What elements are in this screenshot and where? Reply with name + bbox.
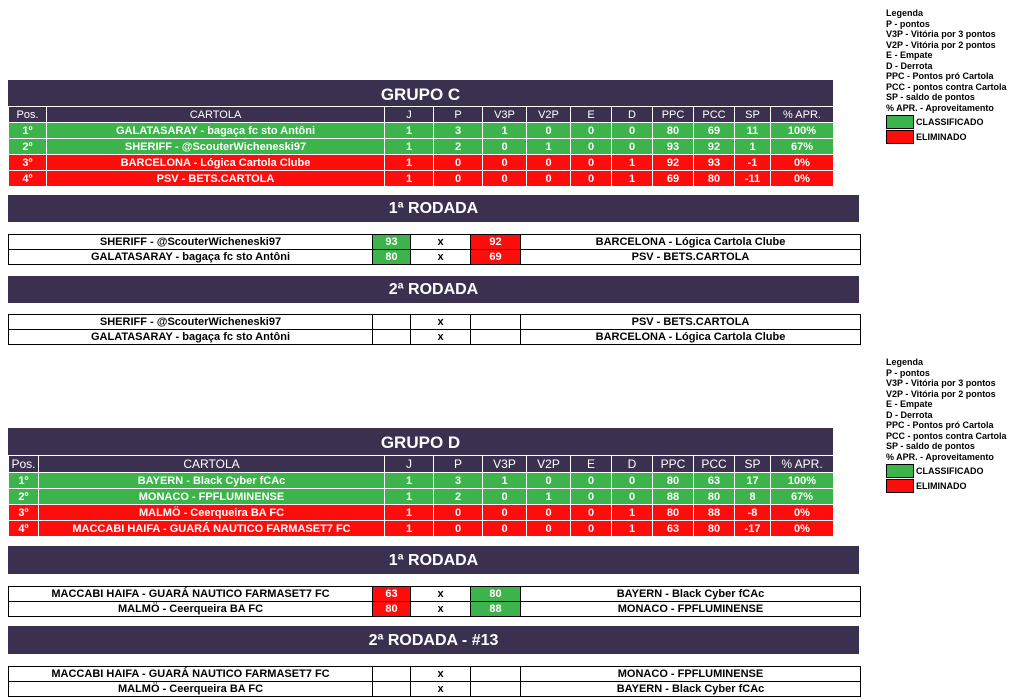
home-team: SHERIFF - @ScouterWicheneski97 <box>9 315 373 330</box>
group-d-round2-matches <box>8 666 861 697</box>
legend-item: E - Empate <box>886 399 933 409</box>
cell-team: BARCELONA - Lógica Cartola Clube <box>47 155 385 171</box>
cell-v2p: 1 <box>527 489 571 505</box>
cell-ppc: 88 <box>653 489 694 505</box>
cell-e: 0 <box>571 473 612 489</box>
table-row <box>9 139 834 155</box>
away-team: MONACO - FPFLUMINENSE <box>521 667 861 682</box>
cell-sp: 17 <box>735 473 771 489</box>
table-header <box>9 456 834 473</box>
cell-sp: 11 <box>735 123 771 139</box>
cell-pcc: 63 <box>694 473 735 489</box>
legend-classificado <box>886 115 1007 129</box>
home-score: 93 <box>373 235 411 250</box>
cell-e: 0 <box>571 505 612 521</box>
cell-team: PSV - BETS.CARTOLA <box>47 171 385 187</box>
cell-v3p: 1 <box>483 473 527 489</box>
versus-mark: x <box>411 235 471 250</box>
cell-d: 1 <box>612 155 653 171</box>
table-row <box>9 155 834 171</box>
legend-eliminado-label: ELIMINADO <box>916 480 967 491</box>
header-d: D <box>612 107 653 123</box>
home-score <box>373 682 411 697</box>
cell-team: GALATASARAY - bagaça fc sto Antôni <box>47 123 385 139</box>
home-score: 80 <box>373 602 411 617</box>
home-team: MACCABI HAIFA - GUARÁ NAUTICO FARMASET7 FC <box>9 587 373 602</box>
cell-j: 1 <box>385 123 434 139</box>
cell-pos: 2º <box>9 489 39 505</box>
cell-p: 3 <box>434 123 483 139</box>
versus-mark: x <box>411 682 471 697</box>
group-c-round2-title: 2ª RODADA <box>8 276 859 303</box>
away-team: BAYERN - Black Cyber fCAc <box>521 587 861 602</box>
legend-eliminado <box>886 130 1007 144</box>
match-row <box>9 587 861 602</box>
cell-v2p: 0 <box>527 521 571 537</box>
away-score <box>471 682 521 697</box>
cell-j: 1 <box>385 139 434 155</box>
cell-v3p: 0 <box>483 155 527 171</box>
cell-d: 1 <box>612 505 653 521</box>
cell-pcc: 80 <box>694 489 735 505</box>
cell-v3p: 0 <box>483 505 527 521</box>
cell-apr: 0% <box>771 505 834 521</box>
cell-v2p: 0 <box>527 155 571 171</box>
cell-sp: 8 <box>735 489 771 505</box>
cell-ppc: 92 <box>653 155 694 171</box>
legend-title: Legenda <box>886 8 924 18</box>
cell-ppc: 63 <box>653 521 694 537</box>
away-team: BAYERN - Black Cyber fCAc <box>521 682 861 697</box>
table-row <box>9 505 834 521</box>
header-v2p: V2P <box>527 456 571 473</box>
cell-apr: 0% <box>771 521 834 537</box>
away-team: PSV - BETS.CARTOLA <box>521 250 861 265</box>
versus-mark: x <box>411 250 471 265</box>
legend-classificado-label: CLASSIFICADO <box>916 465 984 476</box>
versus-mark: x <box>411 667 471 682</box>
header-pcc: PCC <box>694 456 735 473</box>
header-cartola: CARTOLA <box>39 456 385 473</box>
header-e: E <box>571 456 612 473</box>
legend-item: PPC - Pontos pró Cartola <box>886 71 994 81</box>
cell-j: 1 <box>385 505 434 521</box>
cell-apr: 0% <box>771 155 834 171</box>
cell-j: 1 <box>385 473 434 489</box>
group-d-title: GRUPO D <box>8 428 833 455</box>
match-row <box>9 682 861 697</box>
legend-item: E - Empate <box>886 50 933 60</box>
away-score <box>471 667 521 682</box>
cell-pos: 4º <box>9 171 47 187</box>
table-row <box>9 473 834 489</box>
cell-v3p: 1 <box>483 123 527 139</box>
header-j: J <box>385 456 434 473</box>
legend-item: V3P - Vitória por 3 pontos <box>886 29 996 39</box>
cell-p: 2 <box>434 489 483 505</box>
legend-item: P - pontos <box>886 18 930 29</box>
cell-v3p: 0 <box>483 489 527 505</box>
header-j: J <box>385 107 434 123</box>
cell-e: 0 <box>571 171 612 187</box>
table-row <box>9 489 834 505</box>
legend-item: % APR. - Aproveitamento <box>886 451 994 462</box>
group-d-round2-title: 2ª RODADA - #13 <box>8 626 859 654</box>
group-c-standings <box>8 106 834 187</box>
group-d-standings <box>8 455 834 537</box>
cell-p: 3 <box>434 473 483 489</box>
match-row <box>9 667 861 682</box>
cell-e: 0 <box>571 155 612 171</box>
legend-item: V2P - Vitória por 2 pontos <box>886 39 996 50</box>
home-team: MACCABI HAIFA - GUARÁ NAUTICO FARMASET7 FC <box>9 667 373 682</box>
cell-sp: -1 <box>735 155 771 171</box>
away-team: PSV - BETS.CARTOLA <box>521 315 861 330</box>
header-p: P <box>434 456 483 473</box>
cell-ppc: 80 <box>653 473 694 489</box>
versus-mark: x <box>411 315 471 330</box>
cell-pcc: 69 <box>694 123 735 139</box>
cell-v2p: 0 <box>527 123 571 139</box>
cell-v3p: 0 <box>483 139 527 155</box>
cell-pcc: 88 <box>694 505 735 521</box>
legend-item: D - Derrota <box>886 409 933 420</box>
match-row <box>9 235 861 250</box>
cell-team: MALMÖ - Ceerqueira BA FC <box>39 505 385 521</box>
cell-apr: 100% <box>771 123 834 139</box>
home-team: MALMÖ - Ceerqueira BA FC <box>9 602 373 617</box>
cell-team: MACCABI HAIFA - GUARÁ NAUTICO FARMASET7 FC <box>39 521 385 537</box>
home-score <box>373 315 411 330</box>
header-p: P <box>434 107 483 123</box>
cell-pcc: 92 <box>694 139 735 155</box>
table-header <box>9 107 834 123</box>
header-sp: SP <box>735 456 771 473</box>
cell-v2p: 0 <box>527 505 571 521</box>
versus-mark: x <box>411 587 471 602</box>
cell-d: 1 <box>612 171 653 187</box>
match-row <box>9 315 861 330</box>
cell-v2p: 1 <box>527 139 571 155</box>
cell-pos: 4º <box>9 521 39 537</box>
cell-team: BAYERN - Black Cyber fCAc <box>39 473 385 489</box>
cell-j: 1 <box>385 521 434 537</box>
versus-mark: x <box>411 330 471 345</box>
away-team: BARCELONA - Lógica Cartola Clube <box>521 235 861 250</box>
match-row <box>9 602 861 617</box>
group-c-round1-title: 1ª RODADA <box>8 195 859 222</box>
away-score: 80 <box>471 587 521 602</box>
group-c-round2-matches <box>8 314 861 345</box>
cell-pcc: 80 <box>694 171 735 187</box>
cell-v2p: 0 <box>527 473 571 489</box>
green-swatch <box>886 115 914 129</box>
cell-ppc: 80 <box>653 505 694 521</box>
group-d-round1-matches <box>8 586 861 617</box>
legend-panel <box>886 8 1007 144</box>
home-team: MALMÖ - Ceerqueira BA FC <box>9 682 373 697</box>
cell-p: 2 <box>434 139 483 155</box>
legend-item: P - pontos <box>886 367 930 378</box>
header-ppc: PPC <box>653 107 694 123</box>
header-v2p: V2P <box>527 107 571 123</box>
header-ppc: PPC <box>653 456 694 473</box>
header-v3p: V3P <box>483 456 527 473</box>
versus-mark: x <box>411 602 471 617</box>
home-team: GALATASARAY - bagaça fc sto Antôni <box>9 250 373 265</box>
cell-d: 0 <box>612 139 653 155</box>
cell-v3p: 0 <box>483 171 527 187</box>
header-pos: Pos. <box>9 107 47 123</box>
cell-apr: 0% <box>771 171 834 187</box>
cell-pos: 3º <box>9 155 47 171</box>
header-cartola: CARTOLA <box>47 107 385 123</box>
table-row <box>9 521 834 537</box>
group-c-round1-matches <box>8 234 861 265</box>
cell-pos: 1º <box>9 123 47 139</box>
header-sp: SP <box>735 107 771 123</box>
cell-d: 0 <box>612 489 653 505</box>
cell-p: 0 <box>434 521 483 537</box>
cell-d: 0 <box>612 473 653 489</box>
cell-pcc: 80 <box>694 521 735 537</box>
cell-pcc: 93 <box>694 155 735 171</box>
cell-apr: 67% <box>771 139 834 155</box>
table-row <box>9 123 834 139</box>
cell-apr: 67% <box>771 489 834 505</box>
cell-j: 1 <box>385 489 434 505</box>
header-pcc: PCC <box>694 107 735 123</box>
cell-apr: 100% <box>771 473 834 489</box>
legend-item: PCC - pontos contra Cartola <box>886 81 1007 92</box>
legend-classificado-label: CLASSIFICADO <box>916 116 984 127</box>
legend-item: D - Derrota <box>886 60 933 71</box>
away-score <box>471 330 521 345</box>
header-pos: Pos. <box>9 456 39 473</box>
cell-sp: 1 <box>735 139 771 155</box>
cell-ppc: 80 <box>653 123 694 139</box>
red-swatch <box>886 130 914 144</box>
cell-ppc: 93 <box>653 139 694 155</box>
cell-v2p: 0 <box>527 171 571 187</box>
cell-e: 0 <box>571 521 612 537</box>
legend-classificado <box>886 464 1007 478</box>
away-score: 92 <box>471 235 521 250</box>
legend-panel-2 <box>886 357 1007 493</box>
cell-sp: -17 <box>735 521 771 537</box>
legend-title: Legenda <box>886 357 924 367</box>
home-score <box>373 330 411 345</box>
cell-sp: -8 <box>735 505 771 521</box>
home-team: SHERIFF - @ScouterWicheneski97 <box>9 235 373 250</box>
cell-p: 0 <box>434 171 483 187</box>
green-swatch <box>886 464 914 478</box>
away-team: BARCELONA - Lógica Cartola Clube <box>521 330 861 345</box>
legend-eliminado-label: ELIMINADO <box>916 131 967 142</box>
red-swatch <box>886 479 914 493</box>
home-score: 80 <box>373 250 411 265</box>
legend-item: PCC - pontos contra Cartola <box>886 430 1007 441</box>
group-c-title: GRUPO C <box>8 80 833 106</box>
legend-item: V3P - Vitória por 3 pontos <box>886 378 996 388</box>
home-score <box>373 667 411 682</box>
legend-item: SP - saldo de pontos <box>886 92 975 102</box>
away-score: 69 <box>471 250 521 265</box>
cell-sp: -11 <box>735 171 771 187</box>
match-row <box>9 250 861 265</box>
legend-item: SP - saldo de pontos <box>886 441 975 451</box>
cell-team: MONACO - FPFLUMINENSE <box>39 489 385 505</box>
legend-eliminado <box>886 479 1007 493</box>
cell-p: 0 <box>434 505 483 521</box>
away-score: 88 <box>471 602 521 617</box>
cell-j: 1 <box>385 171 434 187</box>
cell-e: 0 <box>571 123 612 139</box>
cell-p: 0 <box>434 155 483 171</box>
legend-item: % APR. - Aproveitamento <box>886 102 994 113</box>
cell-d: 1 <box>612 521 653 537</box>
legend-item: PPC - Pontos pró Cartola <box>886 420 994 430</box>
cell-pos: 2º <box>9 139 47 155</box>
home-score: 63 <box>373 587 411 602</box>
cell-e: 0 <box>571 139 612 155</box>
cell-j: 1 <box>385 155 434 171</box>
cell-pos: 3º <box>9 505 39 521</box>
header-e: E <box>571 107 612 123</box>
home-team: GALATASARAY - bagaça fc sto Antôni <box>9 330 373 345</box>
away-team: MONACO - FPFLUMINENSE <box>521 602 861 617</box>
away-score <box>471 315 521 330</box>
cell-d: 0 <box>612 123 653 139</box>
match-row <box>9 330 861 345</box>
group-d-round1-title: 1ª RODADA <box>8 546 859 574</box>
table-row <box>9 171 834 187</box>
cell-pos: 1º <box>9 473 39 489</box>
cell-e: 0 <box>571 489 612 505</box>
header-apr: % APR. <box>771 107 834 123</box>
header-apr: % APR. <box>771 456 834 473</box>
cell-team: SHERIFF - @ScouterWicheneski97 <box>47 139 385 155</box>
cell-ppc: 69 <box>653 171 694 187</box>
legend-item: V2P - Vitória por 2 pontos <box>886 388 996 399</box>
header-d: D <box>612 456 653 473</box>
header-v3p: V3P <box>483 107 527 123</box>
cell-v3p: 0 <box>483 521 527 537</box>
